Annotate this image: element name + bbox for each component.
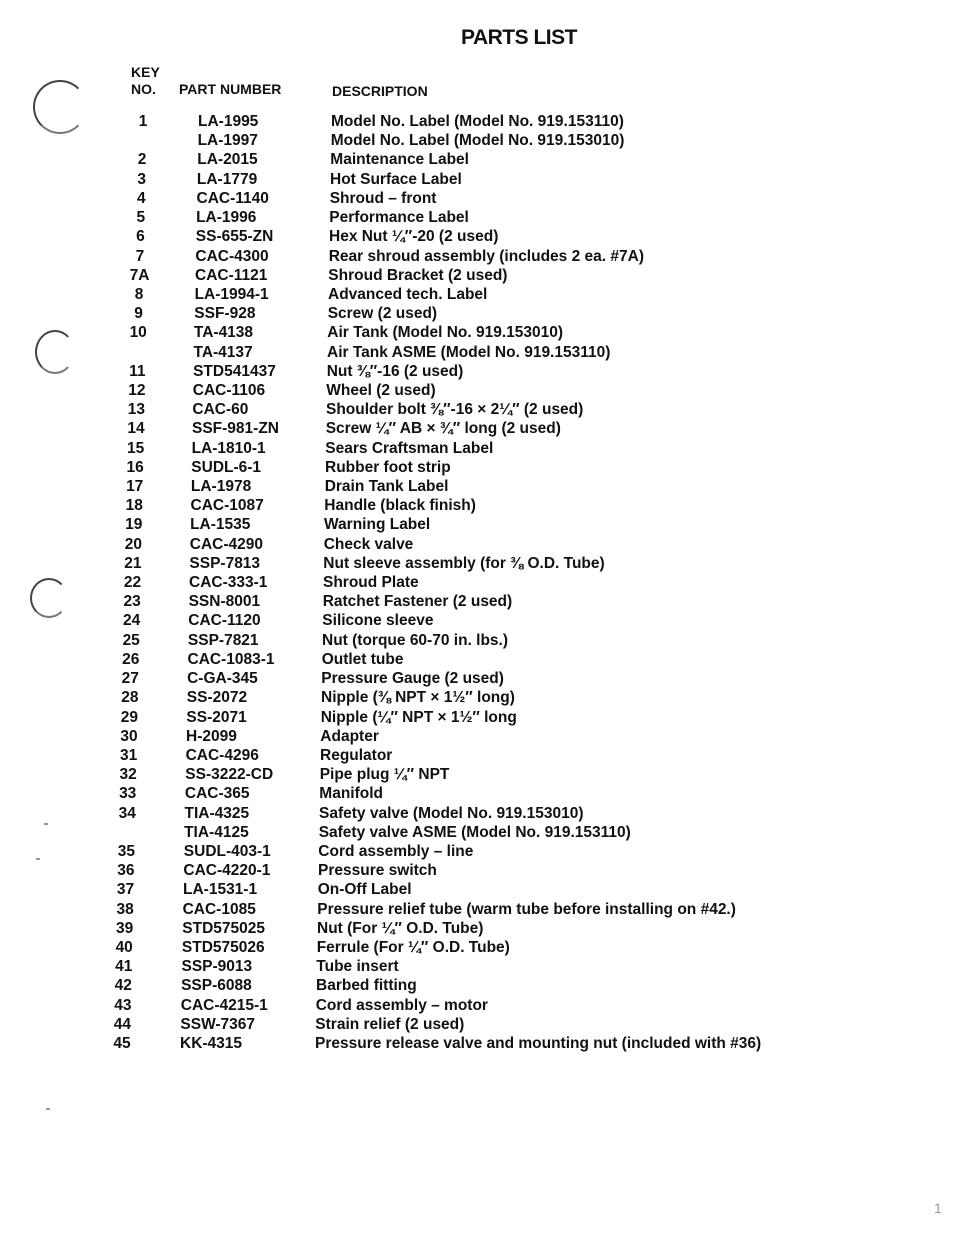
- part-number-cell: CAC-60: [192, 401, 249, 419]
- key-number-cell: 40: [115, 939, 133, 956]
- description-cell: Model No. Label (Model No. 919.153010): [330, 132, 625, 150]
- description-cell: Nut ⅜″-16 (2 used): [326, 362, 464, 380]
- key-number-cell: 22: [123, 574, 142, 591]
- key-number-cell: 29: [120, 708, 139, 726]
- key-number-cell: 44: [113, 1015, 132, 1033]
- part-number-cell: SSF-928: [194, 305, 256, 323]
- description-cell: Drain Tank Label: [324, 478, 449, 495]
- description-cell: Rubber foot strip: [325, 458, 451, 476]
- part-number-cell: CAC-1087: [190, 497, 264, 515]
- key-number-cell: 35: [117, 842, 136, 860]
- key-header-line1: KEY: [131, 64, 160, 80]
- key-number-cell: 16: [126, 458, 144, 476]
- part-number-cell: STD575026: [181, 939, 265, 956]
- page-title: PARTS LIST: [461, 26, 577, 49]
- part-number-cell: CAC-4300: [195, 247, 269, 265]
- key-number-cell: 7A: [129, 266, 150, 284]
- description-cell: On-Off Label: [317, 881, 412, 899]
- part-number-header: PART NUMBER: [179, 81, 282, 97]
- description-cell: Performance Label: [329, 209, 469, 226]
- key-number-cell: 36: [117, 862, 135, 880]
- description-cell: Sears Craftsman Label: [325, 439, 494, 457]
- key-number-cell: 28: [121, 689, 139, 707]
- description-cell: Regulator: [320, 746, 393, 764]
- key-number-cell: 25: [122, 631, 140, 649]
- part-number-cell: LA-1810-1: [191, 439, 266, 457]
- description-cell: Warning Label: [324, 516, 431, 534]
- part-number-cell: H-2099: [186, 727, 237, 745]
- description-cell: Shroud – front: [329, 189, 437, 207]
- part-number-cell: TA-4137: [193, 343, 253, 361]
- part-number-cell: LA-1997: [197, 132, 258, 150]
- description-cell: Hot Surface Label: [330, 170, 462, 188]
- description-cell: Safety valve (Model No. 919.153010): [319, 804, 584, 822]
- scan-speck: [44, 823, 48, 825]
- description-cell: Shoulder bolt ⅜″-16 × 2¼″ (2 used): [326, 401, 584, 419]
- description-cell: Check valve: [323, 535, 414, 553]
- description-cell: Nut (torque 60-70 in. lbs.): [322, 631, 509, 649]
- part-number-cell: LA-1996: [196, 209, 257, 226]
- description-cell: Air Tank ASME (Model No. 919.153110): [327, 343, 611, 361]
- part-number-cell: CAC-1085: [182, 900, 256, 918]
- description-cell: Safety valve ASME (Model No. 919.153110): [318, 823, 631, 841]
- description-cell: Nut sleeve assembly (for ⅜ O.D. Tube): [323, 554, 605, 572]
- description-cell: Tube insert: [316, 958, 399, 976]
- key-number-cell: 1: [138, 113, 148, 130]
- key-number-cell: 10: [129, 324, 147, 342]
- part-number-cell: SS-2072: [186, 689, 248, 707]
- description-cell: Outlet tube: [321, 650, 404, 668]
- key-number-cell: 6: [136, 228, 145, 246]
- key-number-cell: 38: [116, 900, 134, 918]
- key-number-cell: 30: [120, 727, 138, 745]
- part-number-cell: SS-3222-CD: [185, 766, 274, 784]
- description-cell: Pressure switch: [318, 862, 437, 880]
- description-cell: Pressure relief tube (warm tube before installing on #42.): [317, 900, 736, 918]
- description-cell: Nipple (¼″ NPT × 1½″ long: [320, 708, 517, 726]
- description-cell: Silicone sleeve: [322, 612, 434, 630]
- part-number-cell: LA-1535: [190, 516, 251, 534]
- description-cell: Strain relief (2 used): [315, 1015, 465, 1033]
- part-number-cell: SSF-981-ZN: [192, 420, 279, 438]
- description-cell: Advanced tech. Label: [328, 285, 488, 303]
- description-cell: Shroud Plate: [323, 574, 419, 591]
- part-number-cell: LA-2015: [197, 151, 258, 169]
- description-cell: Hex Nut ¼″-20 (2 used): [329, 228, 499, 246]
- part-number-cell: CAC-1106: [192, 381, 266, 399]
- key-number-cell: 24: [122, 612, 141, 630]
- part-number-cell: CAC-1140: [196, 189, 269, 207]
- description-cell: Model No. Label (Model No. 919.153110): [331, 113, 624, 130]
- key-number-cell: 26: [122, 650, 140, 668]
- part-number-cell: SUDL-403-1: [183, 842, 271, 860]
- key-number-cell: 11: [129, 362, 146, 380]
- scan-speck: [46, 1108, 50, 1110]
- description-cell: Wheel (2 used): [326, 381, 436, 399]
- part-number-cell: LA-1978: [190, 478, 252, 495]
- description-cell: Screw (2 used): [327, 305, 438, 323]
- part-number-cell: CAC-4296: [185, 746, 259, 764]
- part-number-cell: CAC-4215-1: [180, 996, 268, 1014]
- key-number-cell: 41: [115, 958, 133, 976]
- key-number-cell: 43: [114, 996, 132, 1014]
- key-number-cell: 4: [136, 189, 146, 207]
- part-number-cell: TA-4138: [193, 324, 254, 342]
- part-number-cell: LA-1994-1: [194, 285, 269, 303]
- part-number-cell: C-GA-345: [187, 670, 258, 687]
- part-number-cell: CAC-1083-1: [187, 650, 275, 668]
- part-number-cell: SUDL-6-1: [191, 458, 262, 476]
- key-number-cell: 8: [134, 285, 144, 303]
- key-header-line2: NO.: [131, 81, 156, 97]
- key-number-cell: 45: [113, 1035, 131, 1052]
- description-cell: Manifold: [319, 785, 384, 803]
- description-cell: Maintenance Label: [330, 151, 469, 169]
- part-number-cell: SS-2071: [186, 708, 247, 726]
- key-number-cell: 39: [115, 919, 134, 937]
- key-number-cell: 14: [127, 420, 145, 438]
- part-number-cell: SSP-7821: [187, 631, 259, 649]
- part-number-cell: CAC-1121: [195, 266, 268, 284]
- key-number-cell: 20: [124, 535, 143, 553]
- binder-hole-mark: [33, 80, 87, 134]
- key-number-cell: 34: [118, 804, 136, 822]
- description-cell: Cord assembly – motor: [315, 996, 488, 1014]
- part-number-cell: SS-655-ZN: [195, 228, 274, 246]
- scan-speck: [36, 858, 40, 860]
- description-cell: Ferrule (For ¼″ O.D. Tube): [316, 939, 510, 956]
- key-number-cell: 42: [114, 977, 132, 995]
- description-cell: Air Tank (Model No. 919.153010): [327, 324, 564, 342]
- part-number-cell: LA-1995: [198, 113, 259, 130]
- binder-hole-mark: [30, 578, 68, 618]
- key-number-cell: 19: [125, 516, 143, 534]
- part-number-cell: SSP-9013: [181, 958, 253, 976]
- key-number-cell: 2: [137, 151, 147, 169]
- part-number-cell: CAC-1120: [188, 612, 261, 630]
- description-cell: Shroud Bracket (2 used): [328, 266, 508, 284]
- part-number-cell: TIA-4125: [184, 823, 249, 841]
- key-number-cell: 33: [119, 785, 137, 803]
- key-number-cell: 7: [135, 247, 145, 265]
- part-number-cell: LA-1531-1: [183, 881, 258, 899]
- part-number-cell: CAC-4290: [189, 535, 264, 553]
- part-number-cell: SSP-7813: [189, 554, 261, 572]
- part-number-cell: STD575025: [182, 919, 266, 937]
- part-number-cell: SSW-7367: [180, 1015, 256, 1033]
- part-number-cell: LA-1779: [196, 170, 258, 188]
- description-cell: Ratchet Fastener (2 used): [322, 593, 513, 611]
- part-number-cell: CAC-333-1: [189, 574, 268, 591]
- key-number-cell: 9: [134, 305, 143, 323]
- description-cell: Screw ¼″ AB × ¾″ long (2 used): [325, 420, 561, 438]
- key-number-cell: 31: [119, 746, 138, 764]
- key-number-cell: 3: [137, 170, 146, 188]
- key-number-cell: 23: [123, 593, 141, 611]
- description-cell: Pressure release valve and mounting nut (included with #36): [315, 1035, 762, 1052]
- part-number-cell: SSN-8001: [188, 593, 261, 611]
- key-number-cell: 5: [136, 209, 146, 226]
- description-cell: Nipple (⅜ NPT × 1½″ long): [321, 689, 515, 707]
- part-number-cell: CAC-4220-1: [183, 862, 271, 880]
- description-cell: Pressure Gauge (2 used): [321, 670, 504, 687]
- description-cell: Rear shroud assembly (includes 2 ea. #7A): [328, 247, 644, 265]
- binder-hole-mark: [35, 330, 75, 374]
- key-number-cell: 21: [124, 554, 142, 572]
- part-number-cell: CAC-365: [184, 785, 250, 803]
- description-cell: Adapter: [320, 727, 379, 745]
- description-cell: Cord assembly – line: [318, 842, 474, 860]
- key-number-cell: 18: [125, 497, 143, 515]
- page-number: 1: [934, 1200, 942, 1216]
- key-number-cell: 12: [128, 381, 146, 399]
- key-number-cell: 13: [127, 401, 146, 419]
- key-number-cell: 32: [119, 766, 137, 784]
- description-cell: Handle (black finish): [324, 497, 476, 515]
- part-number-cell: SSP-6088: [181, 977, 252, 995]
- part-number-cell: STD541437: [193, 362, 276, 380]
- key-number-cell: 27: [121, 670, 139, 687]
- key-number-cell: 37: [116, 881, 135, 899]
- description-header: DESCRIPTION: [332, 83, 428, 99]
- description-cell: Nut (For ¼″ O.D. Tube): [317, 919, 484, 937]
- description-cell: Barbed fitting: [316, 977, 417, 995]
- key-number-cell: 15: [126, 439, 145, 457]
- description-cell: Pipe plug ¼″ NPT: [319, 766, 450, 784]
- key-number-cell: 17: [126, 478, 144, 495]
- part-number-cell: TIA-4325: [184, 804, 250, 822]
- part-number-cell: KK-4315: [180, 1035, 243, 1052]
